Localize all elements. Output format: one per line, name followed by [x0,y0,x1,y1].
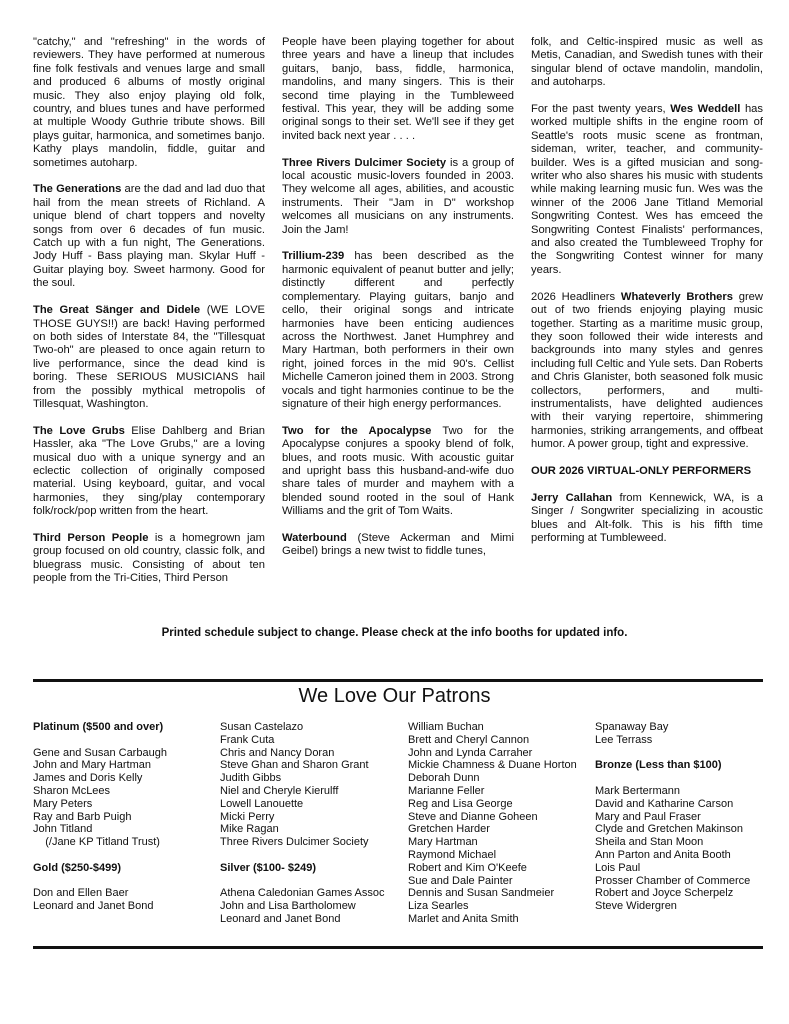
patron-name: Niel and Cheryle Kierulff [220,784,339,797]
patron-name: Spanaway Bay [595,721,669,733]
divider-bottom [33,946,763,949]
performer-name: Three Rivers Dulcimer Society [282,156,447,169]
patron-name: John and Lisa Bartholomew [220,900,356,913]
performer-name: Third Person People [33,531,149,544]
patron-name: Chris and Nancy Doran [220,746,335,759]
patron-name: Steve Ghan and Sharon Grant [220,759,369,772]
performer-paragraph: For the past twenty years, Wes Weddell has worked multiple shifts in the engine room of Seattle's roots music scene as frontman, sideman, writer, teacher, and community-builder. Wes is a gifted musician and song-writer who also shares his music with students while making learning music fun. Wes was the winner of the 2006 Jane Titland Memorial Songwriting Contest. Wes has emceed the Songwriting Contest Finalists' performances, and also created the Tumbleweed Trophy for the Songwriting Contest winner for many years. [531,103,763,276]
patron-name: Mary Peters [33,797,93,810]
patron-name: Mike Ragan [220,823,279,836]
patron-name: Marlet and Anita Smith [408,912,519,925]
patron-name: Sue and Dale Painter [408,874,513,887]
patron-name: Frank Cuta [220,733,275,746]
divider-top [33,679,763,682]
patron-name: Robert and Kim O'Keefe [408,861,527,874]
patron-name: Mary and Paul Fraser [595,810,701,823]
patron-name: William Buchan [408,721,484,733]
performer-name: The Great Sänger and Didele [33,304,201,317]
patron-name: Marianne Feller [408,784,485,797]
patron-name: John Titland [33,823,93,836]
patron-name: Ray and Barb Puigh [33,810,132,823]
patron-name: Lee Terrass [595,733,653,746]
patron-name: Ann Parton and Anita Booth [595,848,731,861]
patron-name: John and Mary Hartman [33,759,151,772]
patron-name: James and Doris Kelly [33,772,143,785]
performer-name: The Love Grubs [33,424,125,437]
performer-name: Jerry Callahan [531,491,613,504]
patron-name: Don and Ellen Baer [33,887,129,900]
performer-paragraph: Waterbound (Steve Ackerman and Mimi Geibel) brings a new twist to fiddle tunes, [282,531,514,558]
patrons-column-3 [408,721,593,926]
patron-name: Lois Paul [595,861,641,874]
patron-name: Clyde and Gretchen Makinson [595,823,743,836]
patron-name: Mickie Chamness & Duane Horton [408,759,577,772]
patron-name: Leonard and Janet Bond [220,912,341,925]
tier-gold-label: Gold ($250-$499) [33,861,122,874]
performer-paragraph: The Great Sänger and Didele (WE LOVE THOSE GUYS!!) are back! Having performed on both sides of Interstate 84, the "Tillesquat Two-oh" are pleased to once again return to live performance, since the dead kind is boring. These SERIOUS MUSICIANS hail from the possibly mythical metropolis of Tillesquat, Washington. [33,304,265,410]
tier-silver-label: Silver ($100- $249) [220,861,317,874]
patron-name: (/Jane KP Titland Trust) [33,836,160,849]
performer-paragraph: The Love Grubs Elise Dahlberg and Brian Hassler, aka "The Love Grubs," are a loving musical duo with a unique synergy and an eclectic collection of originally composed material. Using keyboard, guitar, and vocal harmonies, they sing/play contemporary folk/rock/pop written from the heart. [33,424,265,518]
performer-name: Wes Weddell [670,103,741,116]
patron-name: Lowell Lanouette [220,797,304,810]
performer-paragraph: folk, and Celtic-inspired music as well as Metis, Canadian, and Swedish tunes with their singular blend of octave mandolin, mandolin, and autoharps. [531,36,763,89]
performer-name: Trillium-239 [282,250,345,263]
patron-name: Mark Bertermann [595,784,680,797]
patron-name: Prosser Chamber of Commerce [595,874,751,887]
article-column-1 [33,36,265,599]
patron-name: Gene and Susan Carbaugh [33,746,167,759]
performer-paragraph: People have been playing together for about three years and have a lineup that includes guitars, banjo, bass, fiddle, harmonica, mandolins, and many singers. This is their second time playing in the Tumbleweed festival. This year, they will be adding some original songs to their set. We'll see if they get invited back next year . . . . [282,36,514,142]
patron-name: Mary Hartman [408,836,478,849]
patron-name: Steve Widergren [595,900,677,913]
performer-paragraph: "catchy," and "refreshing" in the words of reviewers. They have performed at numerous fine folk festivals and venues large and small and produced 6 albums of mostly original music. They also enjoy playing old folk, country, and blues tunes and have performed at multiple Woody Guthrie tribute shows. Bill plays guitar, harmonica, and sometimes banjo. Kathy plays mandolin, fiddle, guitar and sometimes autoharp. [33,36,265,169]
patron-name: Liza Searles [408,900,469,913]
patron-name: Leonard and Janet Bond [33,900,154,913]
patrons-title: We Love Our Patrons [298,685,491,707]
patron-name: Robert and Joyce Scherpelz [595,887,734,900]
patrons-column-4 [595,721,780,913]
patron-name: Reg and Lisa George [408,797,513,810]
patron-name: Sheila and Stan Moon [595,836,704,849]
patron-name: Sharon McLees [33,784,111,797]
patron-name: Athena Caledonian Games Assoc [220,887,385,900]
patron-name: Three Rivers Dulcimer Society [220,836,369,849]
patron-name: Judith Gibbs [220,772,282,785]
patron-name: Raymond Michael [408,848,497,861]
patron-name: Susan Castelazo [220,721,304,733]
performer-name: The Generations [33,183,122,196]
performer-paragraph: The Generations are the dad and lad duo that hail from the mean streets of Richland. A unique blend of chart toppers and novelty songs from over 6 decades of fun music. Catch up with a fun night, The Generations. Jody Huff - Bass playing man. Skylar Huff - Guitar playing boy. Sweet harmony. Good for the soul. [33,183,265,290]
performer-name: Two for the Apocalypse [282,424,432,437]
schedule-notice: Printed schedule subject to change. Please check at the info booths for updated info. [161,627,628,639]
patrons-column-1 [33,721,218,913]
patron-name: Dennis and Susan Sandmeier [408,887,555,900]
performer-paragraph: 2026 Headliners Whateverly Brothers grew out of two friends enjoying playing music together. Starting as a maritime music group, they soon followed their wide interests and backgrounds into many styles and genres including full Celtic and Yule sets. Dan Roberts and Chris Glanister, both seasoned folk music collectors, performers, and multi-instrumentalists, have delighted audiences with their varying repertoire, shimmering harmonies, striking arrangements, and offbeat humor. A power group, tight and expressive. [531,290,763,451]
performer-paragraph: Two for the Apocalypse Two for the Apocalypse conjures a spooky blend of folk, blues, and roots music. With acoustic guitar and upright bass this husband-and-wife duo share tales of murder and mayhem with a blended sound rooted in the soul of Hank Williams and the grit of Tom Waits. [282,424,514,518]
article-column-2 [282,36,514,572]
virtual-performers-heading: OUR 2026 VIRTUAL-ONLY PERFORMERS [531,464,752,477]
performer-paragraph: Three Rivers Dulcimer Society is a group of local acoustic music-lovers founded in 2003. They welcome all ages, abilities, and acoustic instruments. Their "Jam in D" workshop welcomes all musicians on any instruments. Join the Jam! [282,156,514,236]
patron-name: Deborah Dunn [408,772,480,785]
patron-name: Gretchen Harder [408,823,490,836]
performer-paragraph: Third Person People is a homegrown jam group focused on old country, classic folk, and bluegrass music. Consisting of about ten people from the Tri-Cities, Third Person [33,531,265,585]
patron-name: Brett and Cheryl Cannon [408,733,530,746]
article-column-3 [531,36,763,559]
performer-paragraph: Trillium-239 has been described as the harmonic equivalent of peanut butter and jelly; distinctly different and perfectly complementary. Playing guitars, banjo and cello, their original songs and intricate harmonies have been enticing audiences across the Northwest. Janet Humphrey and Mary Hartman, both performers in their own right, joined forces in the mid 90's. Cellist Michelle Cameron joined them in 2003. Strong vocals and tight harmonies continue to be the signature of their high energy performances. [282,250,514,410]
performer-paragraph: Jerry Callahan from Kennewick, WA, is a Singer / Songwriter specializing in acoustic blues and Alt-folk. This is his fifth time performing at Tumbleweed. [531,491,763,544]
patrons-column-2 [220,721,410,926]
tier-platinum-label: Platinum ($500 and over) [33,721,164,733]
patron-name: John and Lynda Carraher [408,746,533,759]
patron-name: David and Katharine Carson [595,797,734,810]
performer-name: Whateverly Brothers [620,290,733,303]
patron-name: Micki Perry [220,810,275,823]
tier-bronze-label: Bronze (Less than $100) [595,759,722,772]
patron-name: Steve and Dianne Goheen [408,810,538,823]
performer-name: Waterbound [282,531,347,544]
